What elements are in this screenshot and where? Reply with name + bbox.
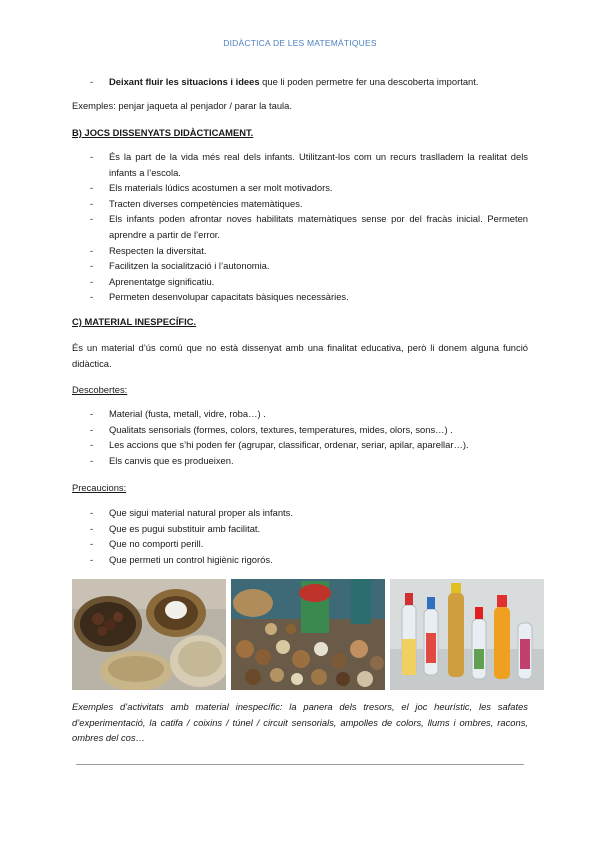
list-item xyxy=(72,74,528,90)
treasure-basket-image xyxy=(72,579,226,690)
examples-line xyxy=(72,98,528,114)
discoveries-block xyxy=(72,382,528,398)
photo-treasure-basket xyxy=(72,579,226,690)
list-item: - Que no comporti perill. xyxy=(72,536,528,552)
precautions-list xyxy=(72,505,528,567)
photo-heuristic-play xyxy=(231,579,385,690)
list-item: - És la part de la vida més real dels infants. Utilitzant-los com un recurs traslladem la realitat dels infants a l’escola. xyxy=(72,149,528,180)
list-item: - Que es pugui substituir amb facilitat. xyxy=(72,521,528,537)
list-item: - Permeten desenvolupar capacitats bàsiques necessàries. xyxy=(72,289,528,305)
list-item: - Les accions que s’hi poden fer (agrupar, classificar, ordenar, seriar, apilar, aparellar…). xyxy=(72,437,528,453)
list-item: - Els infants poden afrontar noves habilitats matemàtiques sense por del fracàs inicial. Permeten aprendre a partir de l’error. xyxy=(72,211,528,242)
section-b-list xyxy=(72,149,528,305)
intro-paragraph: És un material d’ús comú que no està dissenyat amb una finalitat educativa, però li donem alguna funció didàctica. xyxy=(72,342,528,369)
top-item-block xyxy=(72,74,528,90)
photo-caption: Exemples d’activitats amb material inespecífic: la panera dels tresors, el joc heurístic, les safates d’experimentació, la catifa / coixins / túnel / circuit sensorials, ampolles de colors, llums i ombres, racons, ombres del cos… xyxy=(72,701,528,744)
item-text: que li poden permetre fer una descoberta important. xyxy=(259,76,479,87)
bold-phrase: Deixant fluir les situacions i idees xyxy=(109,76,260,87)
precautions-block xyxy=(72,480,528,496)
photo-colour-bottles xyxy=(390,579,544,690)
discoveries-list xyxy=(72,406,528,468)
colour-bottles-image xyxy=(390,579,544,690)
precautions-title: Precaucions: xyxy=(72,482,127,493)
list-item: - Que sigui material natural proper als infants. xyxy=(72,505,528,521)
section-c-intro xyxy=(72,340,528,371)
list-item: - Els materials lúdics acostumen a ser molt motivadors. xyxy=(72,180,528,196)
discoveries-title: Descobertes: xyxy=(72,384,128,395)
section-c-heading: C) MATERIAL INESPECÍFIC. xyxy=(72,316,197,327)
section-b xyxy=(72,125,528,141)
section-b-heading: B) JOCS DISSENYATS DIDÀCTICAMENT. xyxy=(72,127,254,138)
list-item: - Qualitats sensorials (formes, colors, textures, temperatures, mides, olors, sons…) . xyxy=(72,422,528,438)
photo-strip xyxy=(72,579,544,690)
list-item: - Material (fusta, metall, vidre, roba…) . xyxy=(72,406,528,422)
examples-text: Exemples: penjar jaqueta al penjador / parar la taula. xyxy=(72,100,292,111)
list-item: - Tracten diverses competències matemàtiques. xyxy=(72,196,528,212)
list-item: - Respecten la diversitat. xyxy=(72,243,528,259)
list-item: - Els canvis que es produeixen. xyxy=(72,453,528,469)
list-item: - Facilitzen la socialització i l’autonomia. xyxy=(72,258,528,274)
heuristic-play-image xyxy=(231,579,385,690)
list-item: - Aprenentatge significatiu. xyxy=(72,274,528,290)
list-item: - Que permeti un control higiènic rigorós. xyxy=(72,552,528,568)
section-c xyxy=(72,314,528,330)
footer-divider xyxy=(76,764,524,765)
page-header: DIDÀCTICA DE LES MATEMÀTIQUES xyxy=(223,38,377,48)
